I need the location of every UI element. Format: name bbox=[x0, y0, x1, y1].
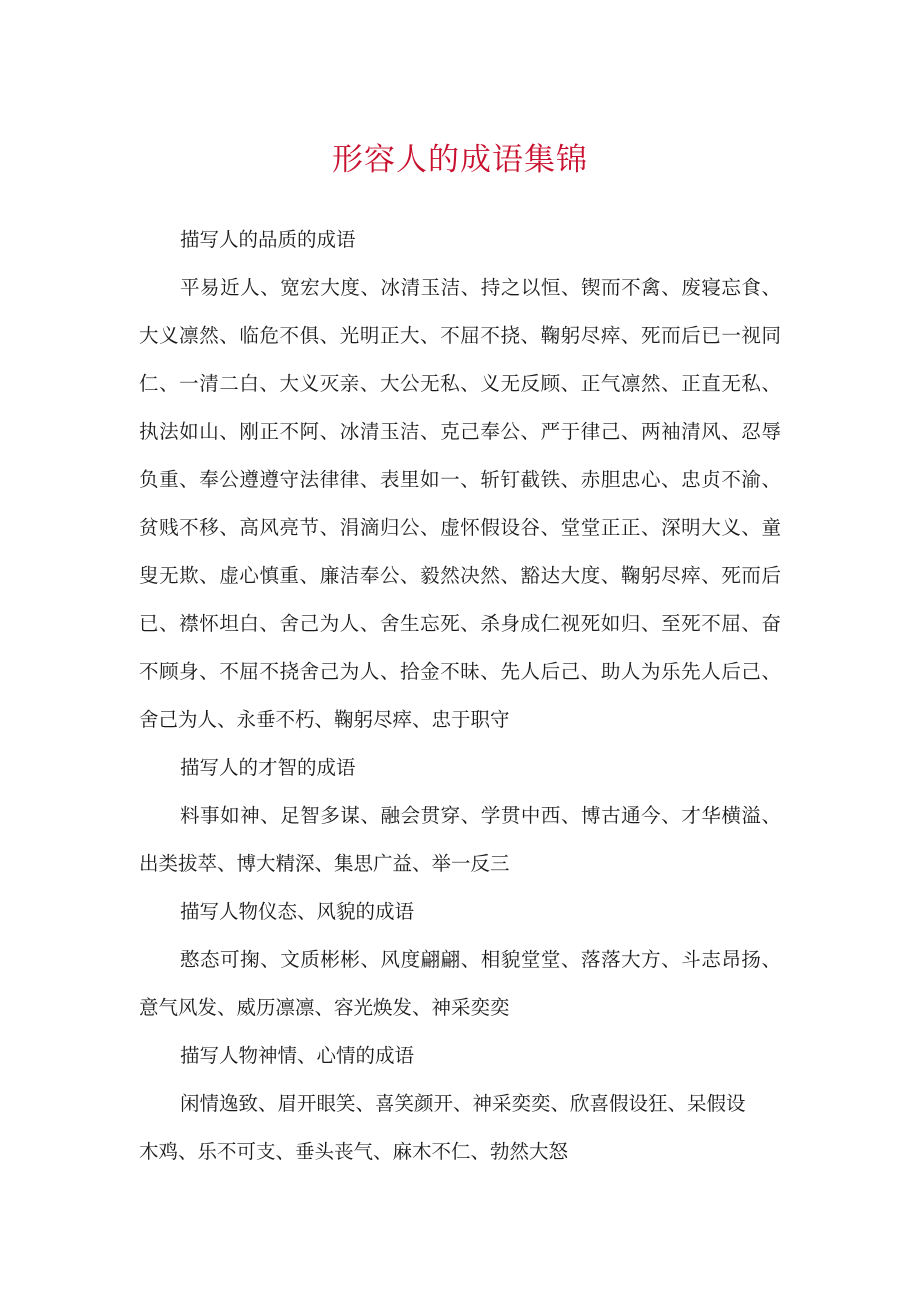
section-heading-mood: 描写人物神情、心情的成语 bbox=[180, 1044, 415, 1067]
section-text-appearance: 憨态可掬、文质彬彬、风度翩翩、相貌堂堂、落落大方、斗志昂扬、意气风发、威历凛凛、容光焕发、神采奕奕 bbox=[139, 948, 781, 1019]
section-text-mood: 闲情逸致、眉开眼笑、喜笑颜开、神采奕奕、欣喜假设狂、呆假设木鸡、乐不可支、垂头丧气、麻木不仁、勃然大怒 bbox=[139, 1092, 746, 1163]
section-text-quality: 平易近人、宽宏大度、冰清玉洁、持之以恒、锲而不禽、废寝忘食、大义凛然、临危不俱、光明正大、不屈不挠、鞠躬尽瘁、死而后已一视同仁、一清二白、大义灭亲、大公无私、义无反顾、正气凛然、正直无私、执法如山、刚正不阿、冰清玉洁、克己奉公、严于律己、两袖清风、忍辱负重、奉公遵遵守法律律、表里如一、斩钉截铁、赤胆忠心、忠贞不渝、贫贱不移、高风亮节、涓滴归公、虚怀假设谷、堂堂正正、深明大义、童叟无欺、虚心慎重、廉洁奉公、毅然决然、豁达大度、鞠躬尽瘁、死而后已、襟怀坦白、舍己为人、舍生忘死、杀身成仁视死如归、至死不屈、奋不顾身、不屈不挠舍己为人、拾金不昧、先人后己、助人为乐先人后己、舍己为人、永垂不朽、鞠躬尽瘁、忠于职守 bbox=[139, 276, 781, 731]
section-heading-quality: 描写人的品质的成语 bbox=[180, 228, 356, 251]
section-heading-intelligence: 描写人的才智的成语 bbox=[180, 756, 356, 779]
document-body bbox=[139, 216, 781, 1176]
section-heading-appearance: 描写人物仪态、风貌的成语 bbox=[180, 900, 415, 923]
document-title: 形容人的成语集锦 bbox=[332, 142, 588, 178]
section-text-intelligence: 料事如神、足智多谋、融会贯穿、学贯中西、博古通今、才华横溢、出类拔萃、博大精深、集思广益、举一反三 bbox=[139, 804, 781, 875]
